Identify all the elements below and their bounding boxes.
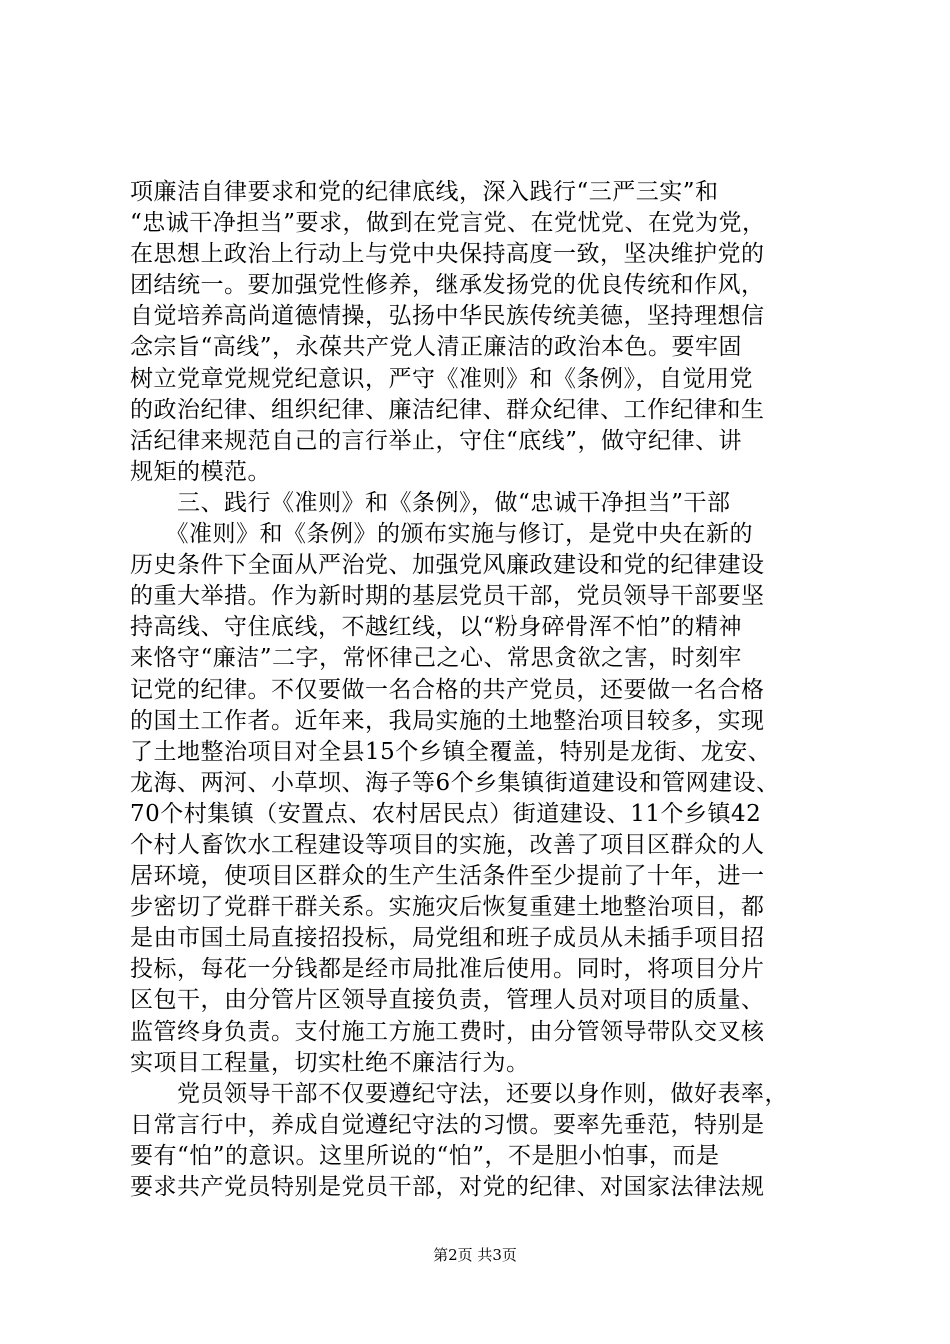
text-line: 要有“怕”的意识。这里所说的“怕”，不是胆小怕事，而是 <box>130 1142 720 1169</box>
text-line: 念宗旨“高线”，永葆共产党人清正廉洁的政治本色。要牢固 <box>130 334 743 361</box>
text-line: 投标，每花一分钱都是经市局批准后使用。同时，将项目分片 <box>130 956 765 983</box>
text-line: 实项目工程量，切实杜绝不廉洁行为。 <box>130 1049 530 1076</box>
text-line: 了土地整治项目对全县15个乡镇全覆盖，特别是龙街、龙安、 <box>130 738 772 765</box>
text-line: 监管终身负责。支付施工方施工费时，由分管领导带队交叉核 <box>130 1018 765 1045</box>
text-line: 活纪律来规范自己的言行举止，守住“底线”，做守纪律、讲 <box>130 427 743 454</box>
text-line: 是由市国土局直接招投标，局党组和班子成员从未插手项目招 <box>130 925 765 952</box>
text-line: 党员领导干部不仅要遵纪守法，还要以身作则，做好表率， <box>130 1080 788 1107</box>
text-line: 的重大举措。作为新时期的基层党员干部，党员领导干部要坚 <box>130 583 765 610</box>
text-line: 的国土工作者。近年来，我局实施的土地整治项目较多，实现 <box>130 707 765 734</box>
text-line: 记党的纪律。不仅要做一名合格的共产党员，还要做一名合格 <box>130 676 765 703</box>
text-line: 要求共产党员特别是党员干部，对党的纪律、对国家法律法规 <box>130 1174 765 1200</box>
text-line: 三、践行《准则》和《条例》，做“忠诚干净担当”干部 <box>130 489 731 516</box>
text-line: 团结统一。要加强党性修养，继承发扬党的优良传统和作风， <box>130 272 765 299</box>
text-line: 项廉洁自律要求和党的纪律底线，深入践行“三严三实”和 <box>130 179 719 205</box>
text-line: 树立党章党规党纪意识，严守《准则》和《条例》，自觉用党 <box>130 365 753 392</box>
text-line: 70个村集镇（安置点、农村居民点）街道建设、11个乡镇42 <box>130 800 762 827</box>
text-line: 步密切了党群干群关系。实施灾后恢复重建土地整治项目，都 <box>130 894 765 921</box>
text-line: 个村人畜饮水工程建设等项目的实施，改善了项目区群众的人 <box>130 831 765 858</box>
text-line: 居环境，使项目区群众的生产生活条件至少提前了十年，进一 <box>130 863 765 890</box>
text-line: “忠诚干净担当”要求，做到在党言党、在党忧党、在党为党， <box>130 210 766 237</box>
text-line: 《准则》和《条例》的颁布实施与修订，是党中央在新的 <box>130 521 753 548</box>
text-line: 区包干，由分管片区领导直接负责，管理人员对项目的质量、 <box>130 987 765 1014</box>
text-line: 规矩的模范。 <box>130 458 271 485</box>
document-body <box>130 177 830 1203</box>
text-line: 历史条件下全面从严治党、加强党风廉政建设和党的纪律建设 <box>130 552 765 579</box>
text-line: 龙海、两河、小草坝、海子等6个乡集镇街道建设和管网建设、 <box>130 769 780 796</box>
text-line: 来恪守“廉洁”二字，常怀律己之心、常思贪欲之害，时刻牢 <box>130 645 743 672</box>
text-line: 自觉培养高尚道德情操，弘扬中华民族传统美德，坚持理想信 <box>130 303 765 330</box>
text-line: 日常言行中，养成自觉遵纪守法的习惯。要率先垂范，特别是 <box>130 1111 765 1138</box>
text-line: 在思想上政治上行动上与党中央保持高度一致，坚决维护党的 <box>130 241 765 268</box>
page-footer: 第2页 共3页 <box>433 1246 517 1264</box>
text-line: 持高线、守住底线，不越红线，以“粉身碎骨浑不怕”的精神 <box>130 614 743 641</box>
text-line: 的政治纪律、组织纪律、廉洁纪律、群众纪律、工作纪律和生 <box>130 396 765 423</box>
